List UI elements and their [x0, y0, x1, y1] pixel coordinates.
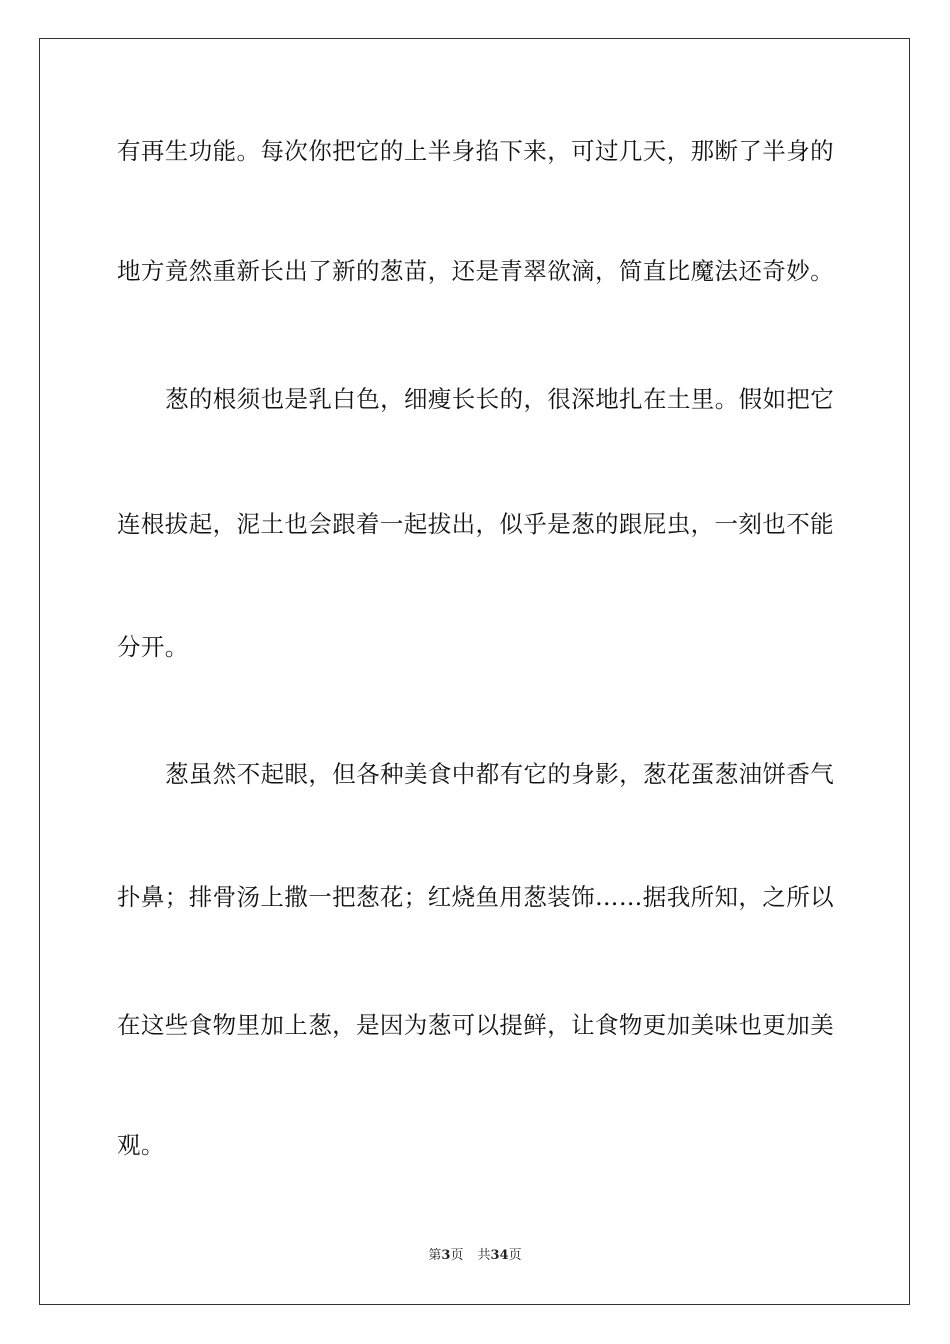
- body-text-line: 地方竟然重新长出了新的葱苗，还是青翠欲滴，简直比魔法还奇妙。: [117, 257, 834, 285]
- body-text-line: 在这些食物里加上葱，是因为葱可以提鲜，让食物更加美味也更加美: [117, 1011, 834, 1039]
- body-text-line: 分开。: [117, 633, 189, 661]
- body-text-line: 连根拔起，泥土也会跟着一起拔出，似乎是葱的跟屁虫，一刻也不能: [117, 510, 834, 538]
- page-number: 3: [441, 1248, 451, 1263]
- body-text-line: 观。: [117, 1131, 165, 1159]
- page-suffix: 页: [450, 1248, 464, 1263]
- page-footer: [0, 1248, 950, 1264]
- total-pages: 34: [490, 1248, 509, 1263]
- body-text-line: 扑鼻；排骨汤上撒一把葱花；红烧鱼用葱装饰……据我所知，之所以: [117, 883, 834, 911]
- paragraph-start-line: 葱的根须也是乳白色，细瘦长长的，很深地扎在土里。假如把它: [165, 385, 835, 413]
- total-prefix: 共: [477, 1248, 491, 1263]
- page-border: [39, 38, 910, 1305]
- paragraph-start-line: 葱虽然不起眼，但各种美食中都有它的身影，葱花蛋葱油饼香气: [165, 760, 835, 788]
- page-prefix: 第: [428, 1248, 442, 1263]
- body-text-line: 有再生功能。每次你把它的上半身掐下来，可过几天，那断了半身的: [117, 137, 834, 165]
- total-suffix: 页: [508, 1248, 522, 1263]
